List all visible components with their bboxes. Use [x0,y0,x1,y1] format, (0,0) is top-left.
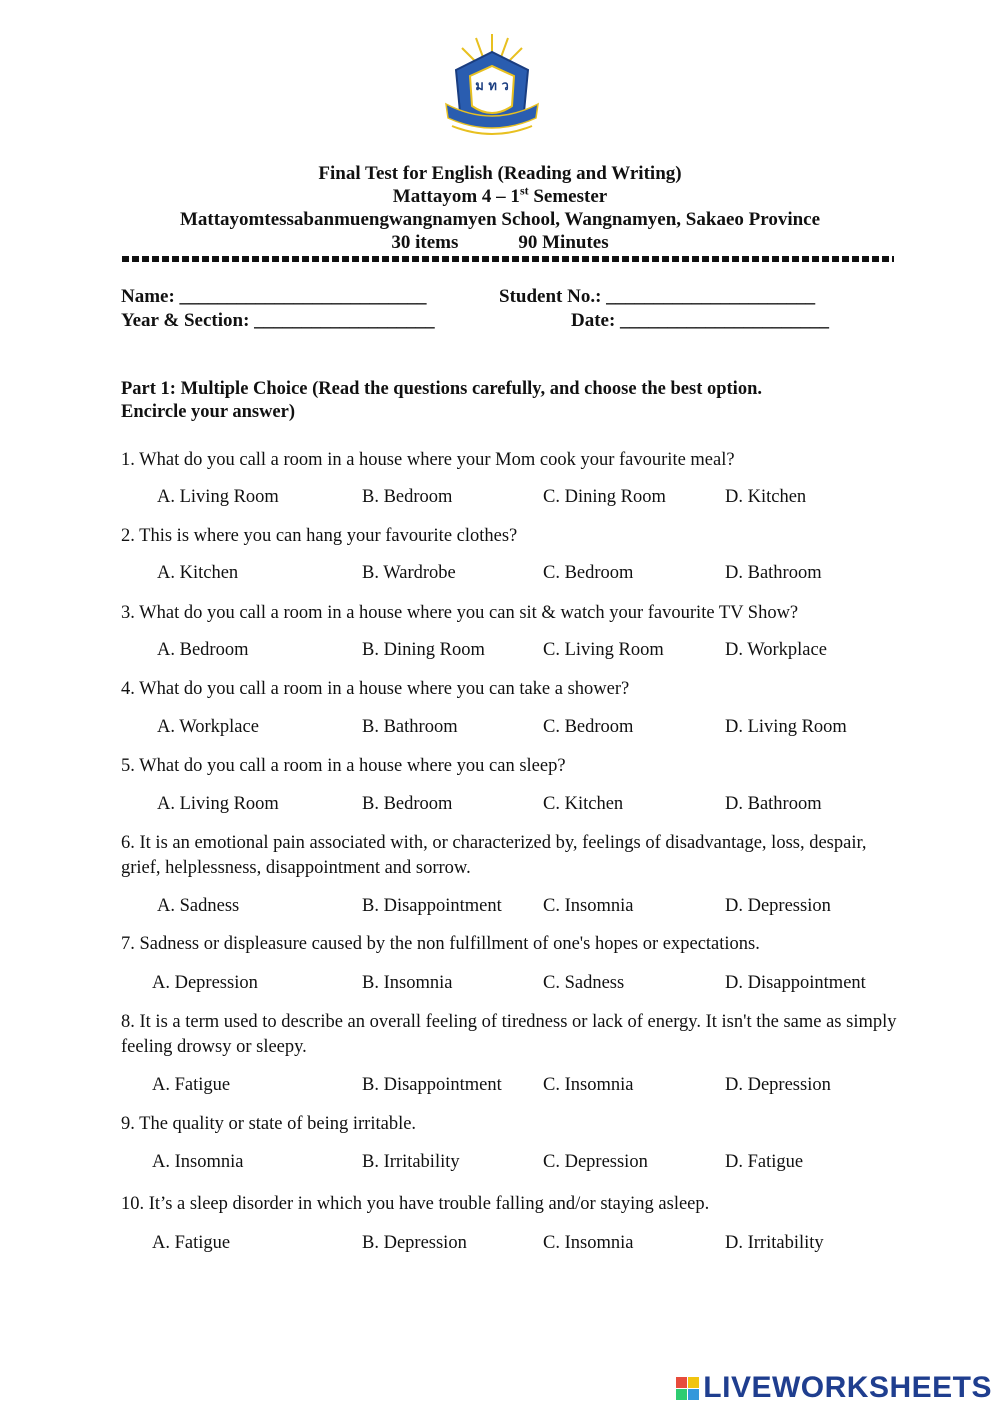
question-10: 10. It’s a sleep disorder in which you have trouble falling and/or staying asleep. [121,1194,710,1214]
option-1a[interactable]: A. Living Room [157,487,279,507]
question-8: 8. It is a term used to describe an overall feeling of tiredness or lack of energy. It isn't the same as simply feeling drowsy or sleepy. [121,1012,897,1057]
option-6c[interactable]: C. Insomnia [543,896,634,916]
student-no-field[interactable]: Student No.: ______________________ [499,286,816,307]
option-10b[interactable]: B. Depression [362,1233,467,1253]
option-5c[interactable]: C. Kitchen [543,794,624,814]
option-7d[interactable]: D. Disappointment [725,973,866,993]
option-8a[interactable]: A. Fatigue [152,1075,231,1095]
part1-instructions: Part 1: Multiple Choice (Read the questions carefully, and choose the best option. Encircle your answer) [121,379,762,422]
question-5: 5. What do you call a room in a house where you can sleep? [121,756,566,776]
item-count: 30 items [391,232,459,253]
option-3c[interactable]: C. Living Room [543,640,664,660]
option-2b[interactable]: B. Wardrobe [362,563,456,583]
option-7a[interactable]: A. Depression [152,973,258,993]
year-section-field[interactable]: Year & Section: ___________________ [121,310,435,331]
option-2d[interactable]: D. Bathroom [725,563,822,583]
option-10a[interactable]: A. Fatigue [152,1233,231,1253]
option-5b[interactable]: B. Bedroom [362,794,453,814]
option-9a[interactable]: A. Insomnia [152,1152,244,1172]
option-3d[interactable]: D. Workplace [725,640,827,660]
option-9c[interactable]: C. Depression [543,1152,648,1172]
option-5a[interactable]: A. Living Room [157,794,279,814]
question-3: 3. What do you call a room in a house where you can sit & watch your favourite TV Show? [121,603,799,623]
question-4: 4. What do you call a room in a house where you can take a shower? [121,679,630,699]
option-8b[interactable]: B. Disappointment [362,1075,502,1095]
option-9b[interactable]: B. Irritability [362,1152,460,1172]
option-3a[interactable]: A. Bedroom [157,640,249,660]
class-line: Mattayom 4 – 1st Semester [392,183,608,207]
name-field[interactable]: Name: __________________________ [121,286,427,307]
option-1c[interactable]: C. Dining Room [543,487,666,507]
liveworksheets-brand: LIVEWORKSHEETS [703,1371,992,1404]
liveworksheets-logo-icon [676,1377,699,1400]
date-field[interactable]: Date: ______________________ [571,310,830,331]
question-9: 9. The quality or state of being irritable. [121,1114,417,1134]
option-5d[interactable]: D. Bathroom [725,794,822,814]
option-1b[interactable]: B. Bedroom [362,487,453,507]
option-4a[interactable]: A. Workplace [157,717,259,737]
option-2a[interactable]: A. Kitchen [157,563,239,583]
option-7c[interactable]: C. Sadness [543,973,625,993]
logo-initials: ม ท ว [475,79,509,94]
option-4d[interactable]: D. Living Room [725,717,847,737]
option-8c[interactable]: C. Insomnia [543,1075,634,1095]
question-1: 1. What do you call a room in a house where your Mom cook your favourite meal? [121,450,735,470]
question-6: 6. It is an emotional pain associated with, or characterized by, feelings of disadvantage, loss, despair, grief, helplessness, disappointment and sorrow. [121,833,867,878]
option-4b[interactable]: B. Bathroom [362,717,458,737]
school-logo [440,30,544,140]
school-name: Mattayomtessabanmuengwangnamyen School, Wangnamyen, Sakaeo Province [179,209,821,230]
option-10d[interactable]: D. Irritability [725,1233,824,1253]
option-1d[interactable]: D. Kitchen [725,487,807,507]
dotted-divider [122,256,894,262]
option-2c[interactable]: C. Bedroom [543,563,634,583]
question-2: 2. This is where you can hang your favourite clothes? [121,526,518,546]
test-header [0,162,1000,254]
option-7b[interactable]: B. Insomnia [362,973,453,993]
option-10c[interactable]: C. Insomnia [543,1233,634,1253]
option-6a[interactable]: A. Sadness [157,896,240,916]
liveworksheets-watermark [676,1371,992,1405]
duration: 90 Minutes [518,232,609,253]
option-9d[interactable]: D. Fatigue [725,1152,804,1172]
option-6d[interactable]: D. Depression [725,896,831,916]
option-3b[interactable]: B. Dining Room [362,640,485,660]
option-6b[interactable]: B. Disappointment [362,896,502,916]
test-meta [0,231,1000,254]
option-4c[interactable]: C. Bedroom [543,717,634,737]
test-title: Final Test for English (Reading and Writing) [318,163,682,184]
option-8d[interactable]: D. Depression [725,1075,831,1095]
question-7: 7. Sadness or displeasure caused by the non fulfillment of one's hopes or expectations. [121,934,760,954]
